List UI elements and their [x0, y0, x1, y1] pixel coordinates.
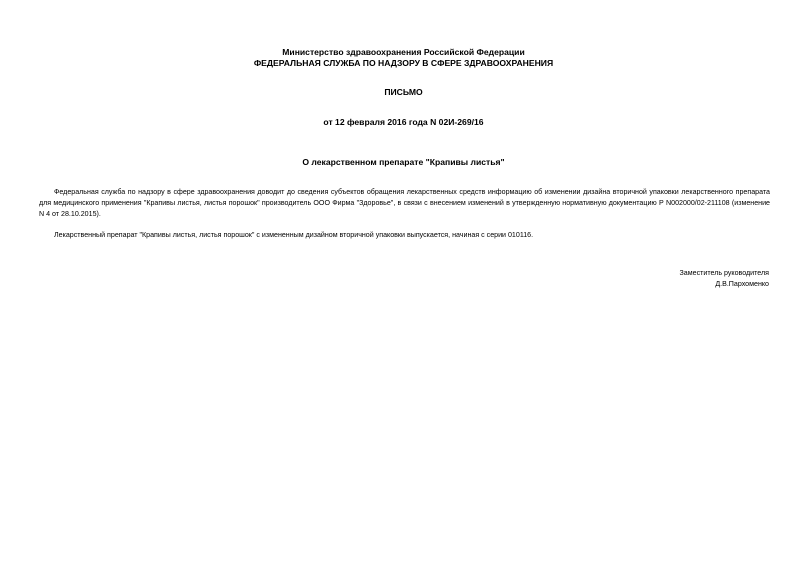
service-name: ФЕДЕРАЛЬНАЯ СЛУЖБА ПО НАДЗОРУ В СФЕРЕ ЗДРАВООХРАНЕНИЯ: [253, 58, 554, 68]
signatory-position: Заместитель руководителя: [679, 269, 769, 277]
paragraph-text: Лекарственный препарат "Крапивы листья, листья порошок" с измененным дизайном вторичной упаковки выпускается, начиная с серии 010116.: [54, 231, 534, 239]
signatory-name: Д.В.Пархоменко: [715, 280, 769, 288]
ministry-name: Министерство здравоохранения Российской Федерации: [282, 47, 525, 57]
paragraph-text: Федеральная служба по надзору в сфере здравоохранения доводит до сведения субъектов обращения лекарственных средств информацию об изменении дизайна вторичной упаковки лекарственного препарата для медицинского применения "Крапивы листья, листья порошок" производитель ООО Фирма "Здоровье", в связи с внесением изменений в утвержденную нормативную документацию Р N002000/02-211108 (изменение N 4 от 28.10.2015).: [39, 188, 770, 218]
document-subject: О лекарственном препарате "Крапивы листья": [302, 157, 505, 167]
document-date-number: от 12 февраля 2016 года N 02И-269/16: [323, 117, 484, 127]
body-paragraph-1: [39, 187, 770, 220]
document-header: [0, 47, 807, 69]
document-type: ПИСЬМО: [384, 87, 423, 97]
body-paragraph-2: [39, 230, 770, 241]
signature-block: [680, 268, 769, 290]
